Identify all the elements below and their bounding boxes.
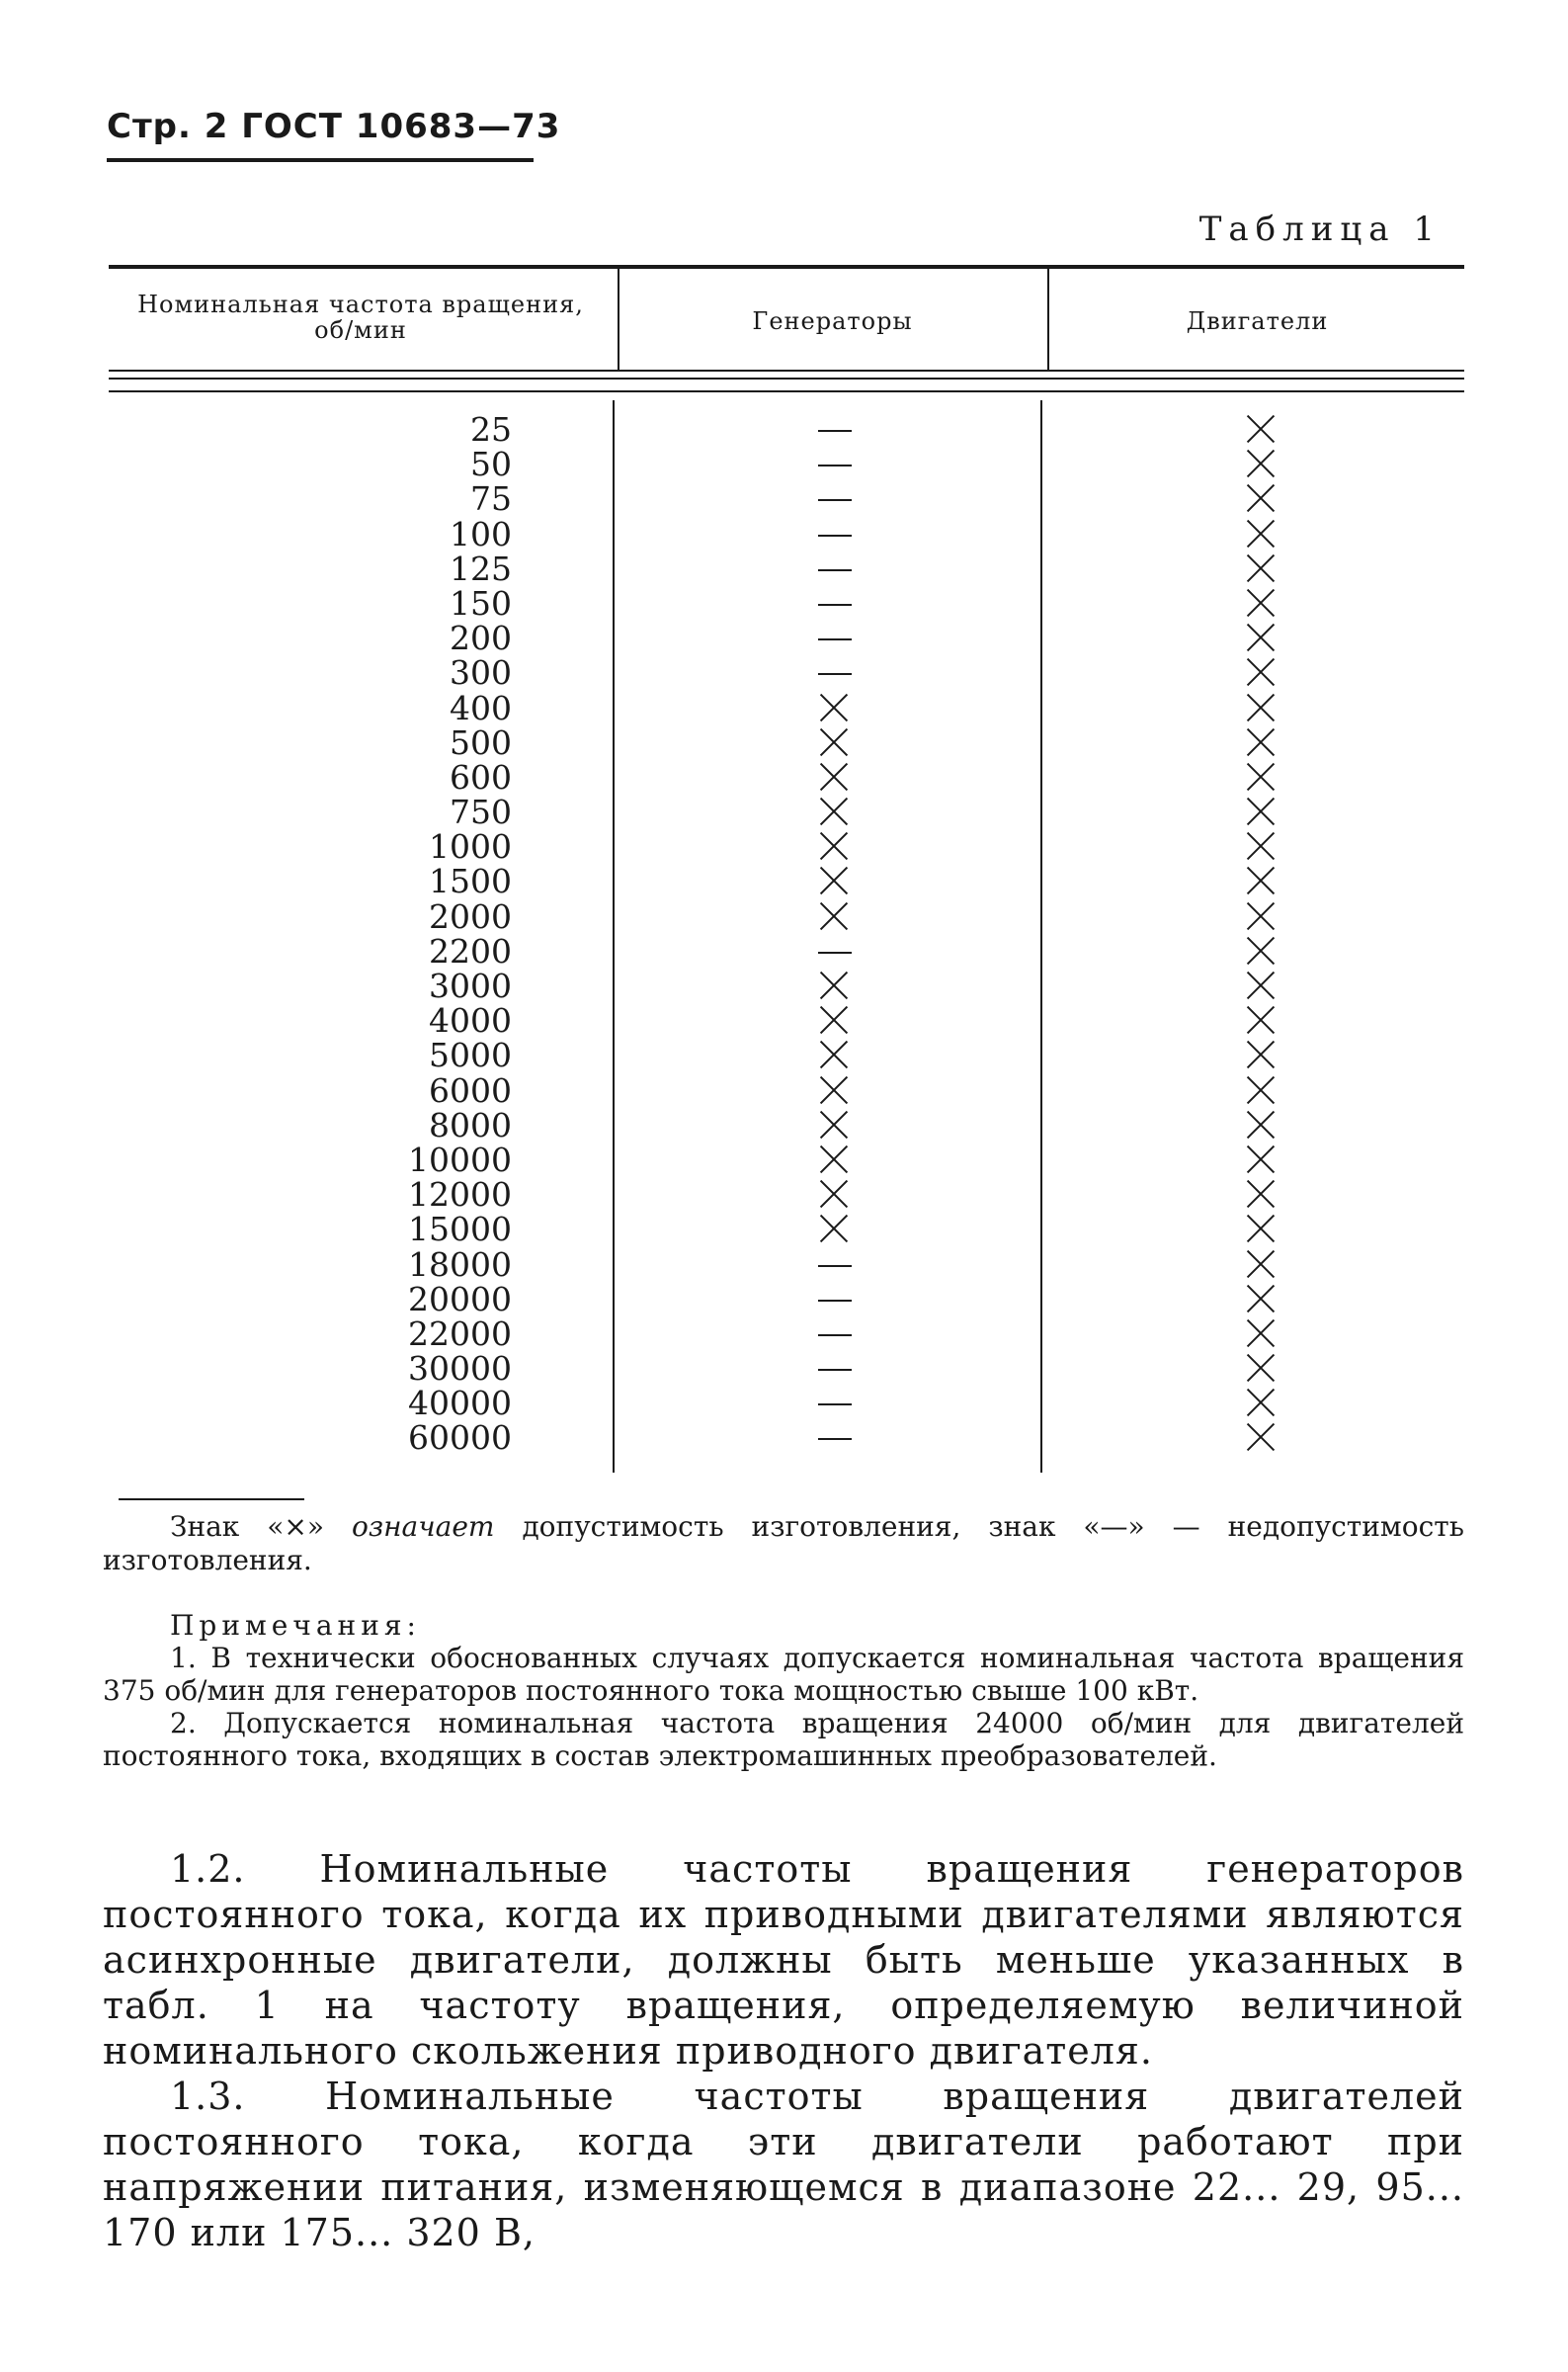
table-header-rule bbox=[109, 390, 1464, 392]
legend-emphasis: означает bbox=[351, 1510, 495, 1543]
generator-mark-not-allowed-icon bbox=[818, 414, 850, 444]
table-row bbox=[109, 1384, 1462, 1423]
generator-mark-not-allowed-icon bbox=[818, 1284, 850, 1313]
motor-mark-allowed-icon bbox=[1245, 1005, 1277, 1035]
speed-cell: 5000 bbox=[429, 1036, 512, 1075]
motor-mark-allowed-icon bbox=[1245, 1318, 1277, 1348]
generator-mark-not-allowed-icon bbox=[818, 483, 850, 513]
column-header-speed: Номинальная частота вращения, об/мин bbox=[137, 291, 584, 344]
body-text bbox=[103, 1846, 1464, 2255]
motor-mark-allowed-icon bbox=[1245, 1353, 1277, 1383]
motor-mark-allowed-icon bbox=[1245, 971, 1277, 1000]
speed-cell: 22000 bbox=[408, 1313, 512, 1353]
column-divider bbox=[618, 269, 619, 372]
table-top-rule bbox=[109, 265, 1464, 269]
speed-cell: 40000 bbox=[408, 1384, 512, 1423]
speed-cell: 2200 bbox=[429, 931, 512, 971]
motor-mark-allowed-icon bbox=[1245, 1179, 1277, 1209]
legend-prefix: Знак «×» bbox=[170, 1510, 352, 1543]
table-row bbox=[109, 1349, 1462, 1389]
motor-mark-allowed-icon bbox=[1245, 483, 1277, 513]
motor-mark-allowed-icon bbox=[1245, 1040, 1277, 1069]
motor-mark-allowed-icon bbox=[1245, 519, 1277, 549]
generator-mark-not-allowed-icon bbox=[818, 623, 850, 652]
motor-mark-allowed-icon bbox=[1245, 693, 1277, 722]
motor-mark-allowed-icon bbox=[1245, 1284, 1277, 1313]
generator-mark-allowed-icon bbox=[818, 1110, 850, 1140]
motor-mark-allowed-icon bbox=[1245, 762, 1277, 792]
motor-mark-allowed-icon bbox=[1245, 1075, 1277, 1105]
table-body bbox=[109, 412, 1462, 1456]
table-row bbox=[109, 1279, 1462, 1318]
speed-cell: 75 bbox=[470, 479, 512, 519]
generator-mark-allowed-icon bbox=[818, 831, 850, 861]
table-row bbox=[109, 514, 1462, 553]
motor-mark-allowed-icon bbox=[1245, 831, 1277, 861]
speed-cell: 1500 bbox=[429, 862, 512, 901]
table-row bbox=[109, 896, 1462, 936]
table-row bbox=[109, 1175, 1462, 1215]
generator-mark-allowed-icon bbox=[818, 1179, 850, 1209]
generator-mark-not-allowed-icon bbox=[818, 936, 850, 966]
motor-mark-allowed-icon bbox=[1245, 553, 1277, 583]
table-caption: Таблица 1 bbox=[1198, 210, 1442, 249]
table-row bbox=[109, 688, 1462, 727]
notes-title: Примечания: bbox=[170, 1609, 421, 1642]
motor-mark-allowed-icon bbox=[1245, 449, 1277, 478]
motor-mark-allowed-icon bbox=[1245, 1388, 1277, 1417]
table-row bbox=[109, 1070, 1462, 1110]
table-row bbox=[109, 653, 1462, 693]
motor-mark-allowed-icon bbox=[1245, 797, 1277, 826]
motor-mark-allowed-icon bbox=[1245, 414, 1277, 444]
speed-cell: 125 bbox=[450, 549, 512, 588]
column-header-motors: Двигатели bbox=[1186, 307, 1329, 335]
column-divider bbox=[1047, 269, 1049, 372]
speed-cell: 6000 bbox=[429, 1070, 512, 1110]
table-row bbox=[109, 551, 1462, 586]
generator-mark-allowed-icon bbox=[818, 1040, 850, 1069]
generator-mark-not-allowed-icon bbox=[818, 519, 850, 549]
speed-cell: 25 bbox=[470, 410, 512, 449]
speed-cell: 30000 bbox=[408, 1349, 512, 1389]
speed-cell: 20000 bbox=[408, 1279, 512, 1318]
speed-cell: 50 bbox=[470, 445, 512, 484]
motor-mark-allowed-icon bbox=[1245, 588, 1277, 618]
table-row bbox=[109, 931, 1462, 971]
generator-mark-allowed-icon bbox=[818, 693, 850, 722]
table-header-rule bbox=[109, 378, 1464, 380]
table-row bbox=[109, 1210, 1462, 1249]
generator-mark-allowed-icon bbox=[818, 1005, 850, 1035]
table-header-rule bbox=[109, 370, 1464, 372]
generator-mark-not-allowed-icon bbox=[818, 1353, 850, 1383]
table-row bbox=[109, 757, 1462, 797]
motor-mark-allowed-icon bbox=[1245, 1214, 1277, 1243]
footnote-rule bbox=[119, 1498, 304, 1500]
table-row bbox=[109, 479, 1462, 519]
generator-mark-not-allowed-icon bbox=[818, 1422, 850, 1452]
generator-mark-allowed-icon bbox=[818, 971, 850, 1000]
table-row bbox=[109, 412, 1462, 447]
speed-cell: 200 bbox=[450, 619, 512, 658]
speed-cell: 150 bbox=[450, 583, 512, 623]
table-row bbox=[109, 1418, 1462, 1458]
speed-cell: 8000 bbox=[429, 1105, 512, 1144]
speed-cell: 3000 bbox=[429, 967, 512, 1005]
speed-cell: 18000 bbox=[408, 1244, 512, 1284]
paragraph: 1.3. Номинальные частоты вращения двигателей постоянного тока, когда эти двигатели работают при напряжении питания, изменяющемся в диапазоне 22... 29, 95... 170 или 175... 320 В, bbox=[103, 2075, 1464, 2254]
generator-mark-not-allowed-icon bbox=[818, 588, 850, 618]
motor-mark-allowed-icon bbox=[1245, 866, 1277, 895]
generator-mark-not-allowed-icon bbox=[818, 449, 850, 478]
speed-cell: 60000 bbox=[408, 1418, 512, 1458]
table-row bbox=[109, 1313, 1462, 1353]
speed-cell: 12000 bbox=[408, 1175, 512, 1215]
column-header-generators: Генераторы bbox=[752, 307, 913, 335]
motor-mark-allowed-icon bbox=[1245, 1249, 1277, 1279]
motor-mark-allowed-icon bbox=[1245, 1110, 1277, 1140]
generator-mark-not-allowed-icon bbox=[818, 657, 850, 687]
motor-mark-allowed-icon bbox=[1245, 1144, 1277, 1174]
speed-cell: 400 bbox=[450, 688, 512, 727]
page-header: Стр. 2 ГОСТ 10683—73 bbox=[107, 107, 561, 146]
table-row bbox=[109, 445, 1462, 484]
note-item: 2. Допускается номинальная частота вращения 24000 об/мин для двигателей постоянного тока, входящих в состав электромашинных преобразователей. bbox=[103, 1707, 1464, 1772]
paragraph: 1.2. Номинальные частоты вращения генераторов постоянного тока, когда их приводными двигателями являются асинхронные двигатели, должны быть меньше указанных в табл. 1 на частоту вращения, определяемую величиной номинального скольжения приводного двигателя. bbox=[103, 1847, 1464, 2073]
table-row bbox=[109, 583, 1462, 623]
generator-mark-not-allowed-icon bbox=[818, 553, 850, 583]
notes bbox=[103, 1609, 1464, 1772]
motor-mark-allowed-icon bbox=[1245, 623, 1277, 652]
motor-mark-allowed-icon bbox=[1245, 1422, 1277, 1452]
speed-cell: 100 bbox=[450, 514, 512, 553]
generator-mark-allowed-icon bbox=[818, 866, 850, 895]
speed-cell: 600 bbox=[450, 757, 512, 797]
table-row bbox=[109, 1001, 1462, 1041]
speed-cell: 1000 bbox=[429, 827, 512, 867]
generator-mark-allowed-icon bbox=[818, 797, 850, 826]
motor-mark-allowed-icon bbox=[1245, 727, 1277, 757]
table-row bbox=[109, 1244, 1462, 1284]
speed-cell: 10000 bbox=[408, 1140, 512, 1179]
generator-mark-allowed-icon bbox=[818, 1075, 850, 1105]
speed-cell: 300 bbox=[450, 653, 512, 693]
generator-mark-allowed-icon bbox=[818, 1214, 850, 1243]
table-row bbox=[109, 862, 1462, 901]
speed-cell: 500 bbox=[450, 722, 512, 762]
motor-mark-allowed-icon bbox=[1245, 657, 1277, 687]
legend-text: допустимость изготовления, знак «—» — недопустимость bbox=[494, 1510, 1464, 1543]
table-row bbox=[109, 793, 1462, 832]
header-rule bbox=[107, 158, 534, 162]
speed-cell: 4000 bbox=[429, 1001, 512, 1041]
speed-cell: 2000 bbox=[429, 896, 512, 936]
legend-line bbox=[103, 1510, 1464, 1544]
generator-mark-not-allowed-icon bbox=[818, 1318, 850, 1348]
generator-mark-not-allowed-icon bbox=[818, 1388, 850, 1417]
table-row bbox=[109, 1105, 1462, 1144]
table-row bbox=[109, 1140, 1462, 1179]
generator-mark-allowed-icon bbox=[818, 901, 850, 931]
table-row bbox=[109, 722, 1462, 762]
note-item: 1. В технически обоснованных случаях допускается номинальная частота вращения 375 об/мин для генераторов постоянного тока мощностью свыше 100 кВт. bbox=[103, 1642, 1464, 1707]
speed-cell: 750 bbox=[450, 793, 512, 832]
legend-continuation: изготовления. bbox=[103, 1544, 312, 1576]
table-row bbox=[109, 619, 1462, 658]
table-row bbox=[109, 969, 1462, 1003]
table-row bbox=[109, 1036, 1462, 1075]
speed-cell: 15000 bbox=[408, 1210, 512, 1249]
generator-mark-allowed-icon bbox=[818, 762, 850, 792]
generator-mark-allowed-icon bbox=[818, 727, 850, 757]
generator-mark-allowed-icon bbox=[818, 1144, 850, 1174]
motor-mark-allowed-icon bbox=[1245, 901, 1277, 931]
legend bbox=[103, 1510, 1464, 1577]
generator-mark-not-allowed-icon bbox=[818, 1249, 850, 1279]
table-row bbox=[109, 827, 1462, 867]
motor-mark-allowed-icon bbox=[1245, 936, 1277, 966]
